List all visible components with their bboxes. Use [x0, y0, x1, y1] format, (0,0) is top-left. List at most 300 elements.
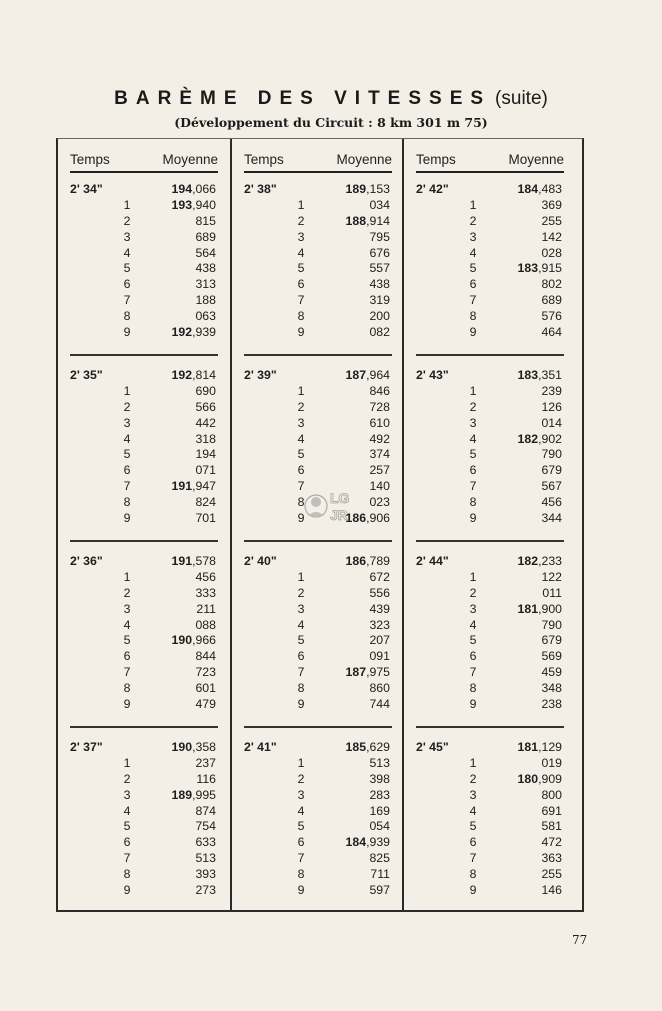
speed-value [369, 819, 390, 835]
time-label: 2' 41" [244, 740, 277, 754]
time-block [70, 740, 218, 899]
speed-decimal: 398 [369, 771, 390, 786]
table-row [70, 325, 218, 341]
table-row [70, 618, 218, 634]
speed-integer: 189 [345, 182, 367, 196]
block-rule [70, 354, 218, 356]
time-label: 2' 45" [416, 740, 449, 754]
speed-decimal: 238 [541, 697, 562, 712]
table-row [416, 697, 564, 713]
speed-decimal: ,578 [192, 554, 216, 568]
second-label: 2 [469, 399, 477, 414]
time-block [416, 182, 564, 341]
table-row [416, 261, 564, 277]
speed-value [541, 819, 562, 835]
table-row [416, 665, 564, 681]
second-label: 3 [123, 229, 131, 244]
speed-decimal: 472 [541, 835, 562, 850]
speed-value [369, 495, 390, 511]
speed-decimal: ,814 [192, 368, 216, 382]
table-row [416, 819, 564, 835]
table-row [70, 649, 218, 665]
table-row [70, 198, 218, 214]
speed-value [172, 788, 216, 804]
speed-decimal: 874 [195, 803, 216, 818]
speed-decimal: 318 [195, 431, 216, 446]
speed-value [541, 665, 562, 681]
speed-value [172, 740, 216, 756]
speed-decimal: ,906 [366, 511, 390, 526]
speed-decimal: 014 [541, 415, 562, 430]
table-row [416, 325, 564, 341]
speed-decimal: 239 [541, 383, 562, 398]
second-label: 8 [123, 681, 131, 696]
table-row [244, 756, 392, 772]
table-row [416, 835, 564, 851]
speed-decimal: 723 [195, 665, 216, 680]
speed-decimal: 140 [369, 479, 390, 494]
second-label: 4 [123, 245, 131, 260]
speed-value [369, 649, 390, 665]
second-label: 1 [297, 197, 305, 212]
speed-value [541, 400, 562, 416]
table-row [244, 368, 392, 384]
time-block [416, 368, 564, 527]
speed-value [369, 384, 390, 400]
table-row [244, 633, 392, 649]
speed-value [541, 697, 562, 713]
table-row [244, 788, 392, 804]
speed-decimal: 464 [541, 325, 562, 340]
speed-value [346, 740, 390, 756]
second-label: 3 [123, 415, 131, 430]
table-row [416, 277, 564, 293]
speed-value [172, 198, 216, 214]
second-label: 3 [469, 415, 477, 430]
speed-value [369, 325, 390, 341]
speed-value [195, 756, 216, 772]
speed-value [541, 309, 562, 325]
table-row [244, 384, 392, 400]
speed-value [172, 479, 216, 495]
table-row [244, 230, 392, 246]
speed-value [541, 214, 562, 230]
speed-decimal: 679 [541, 463, 562, 478]
table-row [244, 309, 392, 325]
table-row [244, 432, 392, 448]
speed-decimal: 513 [369, 755, 390, 770]
speed-value [369, 756, 390, 772]
table-row [70, 495, 218, 511]
speed-integer: 182 [517, 431, 539, 446]
speed-value [541, 511, 562, 527]
speed-value [195, 681, 216, 697]
table-row [416, 788, 564, 804]
speed-integer: 181 [517, 740, 539, 754]
speed-decimal: 744 [369, 697, 390, 712]
second-label: 6 [469, 649, 477, 664]
speed-decimal: 691 [541, 803, 562, 818]
speed-value [369, 697, 390, 713]
table-row [416, 463, 564, 479]
table-row [416, 309, 564, 325]
time-label: 2' 40" [244, 554, 277, 568]
watermark-text: JR [330, 507, 348, 523]
speed-decimal: 211 [196, 601, 216, 616]
speed-integer: 184 [517, 182, 539, 196]
table-row [70, 246, 218, 262]
second-label: 4 [469, 245, 477, 260]
speed-decimal: 825 [369, 851, 390, 866]
speed-value [172, 182, 216, 198]
speed-value [541, 325, 562, 341]
time-block [244, 740, 392, 899]
table-row [70, 384, 218, 400]
second-label: 8 [123, 867, 131, 882]
time-block [70, 182, 218, 341]
speed-decimal: 142 [541, 229, 562, 244]
table-row [244, 740, 392, 756]
second-label: 7 [123, 293, 131, 308]
speed-decimal: ,964 [366, 368, 390, 382]
speed-decimal: 438 [369, 277, 390, 292]
table-row [416, 511, 564, 527]
table-row [70, 883, 218, 899]
second-label: 9 [469, 511, 477, 526]
table-row [416, 681, 564, 697]
header-moyenne: Moyenne [336, 152, 392, 167]
speed-decimal: 207 [369, 633, 390, 648]
second-label: 1 [123, 197, 131, 212]
speed-value [369, 618, 390, 634]
table-row [70, 772, 218, 788]
table-row [416, 495, 564, 511]
column-header [416, 152, 564, 172]
second-label: 1 [123, 569, 131, 584]
speed-value [346, 182, 390, 198]
second-label: 8 [297, 867, 305, 882]
table-row [244, 665, 392, 681]
speed-value [542, 586, 562, 602]
speed-integer: 191 [171, 479, 193, 494]
second-label: 9 [469, 883, 477, 898]
second-label: 9 [297, 883, 305, 898]
second-label: 1 [469, 383, 477, 398]
speed-value [195, 570, 216, 586]
speed-value [369, 447, 390, 463]
table-row [70, 602, 218, 618]
speed-decimal: 633 [195, 835, 216, 850]
table-row [244, 867, 392, 883]
table-row [244, 277, 392, 293]
table-row [70, 586, 218, 602]
table-row [244, 851, 392, 867]
speed-decimal: 564 [195, 245, 216, 260]
speed-decimal: 439 [369, 601, 390, 616]
table-row [70, 182, 218, 198]
second-label: 1 [297, 569, 305, 584]
speed-decimal: 348 [541, 681, 562, 696]
speed-value [369, 230, 390, 246]
speed-value [346, 665, 390, 681]
second-label: 4 [297, 431, 305, 446]
table-row [244, 883, 392, 899]
speed-integer: 185 [345, 740, 367, 754]
speed-decimal: 679 [541, 633, 562, 648]
speed-decimal: ,939 [192, 325, 216, 340]
speed-value [195, 416, 216, 432]
speed-value [541, 883, 562, 899]
table-row [244, 182, 392, 198]
second-label: 2 [469, 585, 477, 600]
speed-decimal: 815 [195, 213, 216, 228]
speed-value [541, 835, 562, 851]
speed-value [518, 261, 562, 277]
table-row [244, 325, 392, 341]
speed-value [369, 261, 390, 277]
second-label: 2 [297, 771, 305, 786]
second-label: 8 [469, 681, 477, 696]
speed-decimal: ,900 [538, 601, 562, 616]
block-rule [416, 540, 564, 542]
speed-value [195, 400, 216, 416]
speed-value [518, 554, 562, 570]
block-rule [70, 726, 218, 728]
speed-decimal: 054 [369, 819, 390, 834]
second-label: 3 [469, 787, 477, 802]
speed-integer: 186 [345, 554, 367, 568]
second-label: 3 [297, 229, 305, 244]
second-label: 6 [469, 835, 477, 850]
column-header [244, 152, 392, 172]
time-block [70, 368, 218, 527]
speed-decimal: ,995 [192, 787, 216, 802]
speed-value [518, 602, 562, 618]
speed-value [541, 788, 562, 804]
speed-value [195, 511, 216, 527]
speed-value [369, 883, 390, 899]
second-label: 5 [123, 819, 131, 834]
table-row [70, 230, 218, 246]
second-label: 8 [123, 309, 131, 324]
table-row [244, 649, 392, 665]
speed-integer: 187 [345, 368, 367, 382]
table-row [416, 293, 564, 309]
speed-value [195, 835, 216, 851]
speed-decimal: ,483 [538, 182, 562, 196]
speed-decimal: 846 [369, 383, 390, 398]
speed-decimal: 323 [369, 617, 390, 632]
speed-decimal: 442 [195, 415, 216, 430]
speed-integer: 180 [517, 771, 539, 786]
second-label: 6 [297, 649, 305, 664]
speed-value [346, 835, 390, 851]
speed-decimal: 690 [195, 383, 216, 398]
second-label: 7 [123, 665, 131, 680]
speed-decimal: 844 [195, 649, 216, 664]
time-label: 2' 34" [70, 182, 103, 196]
second-label: 2 [123, 399, 131, 414]
speed-decimal: 200 [369, 309, 390, 324]
speed-decimal: 122 [541, 569, 562, 584]
second-label: 2 [123, 213, 131, 228]
speed-value [196, 602, 216, 618]
speed-integer: 194 [171, 182, 193, 196]
speed-decimal: 028 [541, 245, 562, 260]
speed-value [369, 602, 390, 618]
speed-decimal: ,233 [538, 554, 562, 568]
table-row [70, 432, 218, 448]
speed-value [518, 368, 562, 384]
block-rule [416, 726, 564, 728]
second-label: 7 [469, 479, 477, 494]
header-rule [244, 171, 392, 173]
second-label: 5 [469, 261, 477, 276]
speed-decimal: 333 [195, 585, 216, 600]
second-label: 8 [297, 495, 305, 510]
speed-value [369, 277, 390, 293]
speed-decimal: 672 [369, 569, 390, 584]
speed-value [369, 851, 390, 867]
speed-decimal: 257 [369, 463, 390, 478]
time-block [244, 554, 392, 713]
second-label: 4 [469, 617, 477, 632]
second-label: 9 [123, 325, 131, 340]
speed-integer: 187 [345, 665, 367, 680]
speed-decimal: 034 [369, 197, 390, 212]
second-label: 2 [469, 213, 477, 228]
speed-value [541, 293, 562, 309]
speed-value [195, 432, 216, 448]
speed-decimal: 790 [541, 617, 562, 632]
table-row [244, 416, 392, 432]
second-label: 8 [123, 495, 131, 510]
speed-value [541, 463, 562, 479]
second-label: 6 [123, 277, 131, 292]
speed-decimal: 576 [541, 309, 562, 324]
speed-value [346, 214, 390, 230]
table-row [70, 400, 218, 416]
time-block [416, 554, 564, 713]
speed-value [541, 618, 562, 634]
table-row [244, 447, 392, 463]
title-suffix: (suite) [495, 88, 548, 109]
speed-decimal: 728 [369, 399, 390, 414]
header-moyenne: Moyenne [508, 152, 564, 167]
speed-value [518, 182, 562, 198]
block-rule [244, 726, 392, 728]
table-row [416, 198, 564, 214]
speed-decimal: 689 [541, 293, 562, 308]
page-subtitle: (Développement du Circuit : 8 km 301 m 75) [174, 115, 488, 130]
speed-decimal: ,915 [538, 261, 562, 276]
second-label: 3 [297, 787, 305, 802]
speed-integer: 181 [517, 601, 539, 616]
table-row [244, 214, 392, 230]
speed-value [172, 554, 216, 570]
speed-decimal: 194 [195, 447, 216, 462]
speed-value [195, 214, 216, 230]
second-label: 5 [123, 633, 131, 648]
speed-value [541, 570, 562, 586]
table-row [416, 851, 564, 867]
table-row [416, 633, 564, 649]
speed-value [195, 586, 216, 602]
speed-decimal: ,351 [538, 368, 562, 382]
speed-value [541, 804, 562, 820]
second-label: 5 [123, 261, 131, 276]
speed-value [369, 432, 390, 448]
second-label: 7 [297, 665, 305, 680]
table-row [244, 400, 392, 416]
second-label: 6 [297, 277, 305, 292]
speed-value [370, 867, 390, 883]
speed-value [541, 633, 562, 649]
second-label: 4 [123, 431, 131, 446]
speed-value [541, 681, 562, 697]
speed-decimal: 255 [541, 867, 562, 882]
table-row [70, 554, 218, 570]
second-label: 7 [469, 851, 477, 866]
speed-decimal: 689 [195, 229, 216, 244]
speed-integer: 193 [171, 197, 193, 212]
table-row [244, 835, 392, 851]
table-row [244, 570, 392, 586]
table-row [416, 804, 564, 820]
speed-decimal: 374 [369, 447, 390, 462]
speed-integer: 192 [171, 325, 193, 340]
speed-integer: 186 [345, 511, 367, 526]
speed-decimal: 344 [541, 511, 562, 526]
second-label: 3 [469, 601, 477, 616]
second-label: 8 [297, 681, 305, 696]
second-label: 3 [123, 601, 131, 616]
table-row [244, 246, 392, 262]
speed-value [369, 246, 390, 262]
speed-decimal: 088 [195, 617, 216, 632]
second-label: 8 [469, 309, 477, 324]
speed-value [541, 867, 562, 883]
table-row [70, 447, 218, 463]
time-label: 2' 44" [416, 554, 449, 568]
table-row [416, 214, 564, 230]
second-label: 1 [123, 755, 131, 770]
speed-decimal: 283 [369, 787, 390, 802]
table-row [244, 602, 392, 618]
speed-integer: 189 [171, 787, 193, 802]
speed-decimal: 597 [369, 883, 390, 898]
table-column [58, 139, 230, 911]
table-row [70, 867, 218, 883]
speed-decimal: 711 [370, 867, 390, 882]
second-label: 3 [123, 787, 131, 802]
second-label: 4 [469, 803, 477, 818]
table-row [416, 883, 564, 899]
time-label: 2' 35" [70, 368, 103, 382]
speed-decimal: 459 [541, 665, 562, 680]
speed-value [518, 432, 562, 448]
second-label: 2 [469, 771, 477, 786]
speed-value [541, 416, 562, 432]
table-row [244, 697, 392, 713]
table-row [70, 697, 218, 713]
header-rule [70, 171, 218, 173]
block-rule [244, 354, 392, 356]
second-label: 3 [297, 415, 305, 430]
speed-value [518, 772, 562, 788]
table-row [70, 479, 218, 495]
time-label: 2' 39" [244, 368, 277, 382]
